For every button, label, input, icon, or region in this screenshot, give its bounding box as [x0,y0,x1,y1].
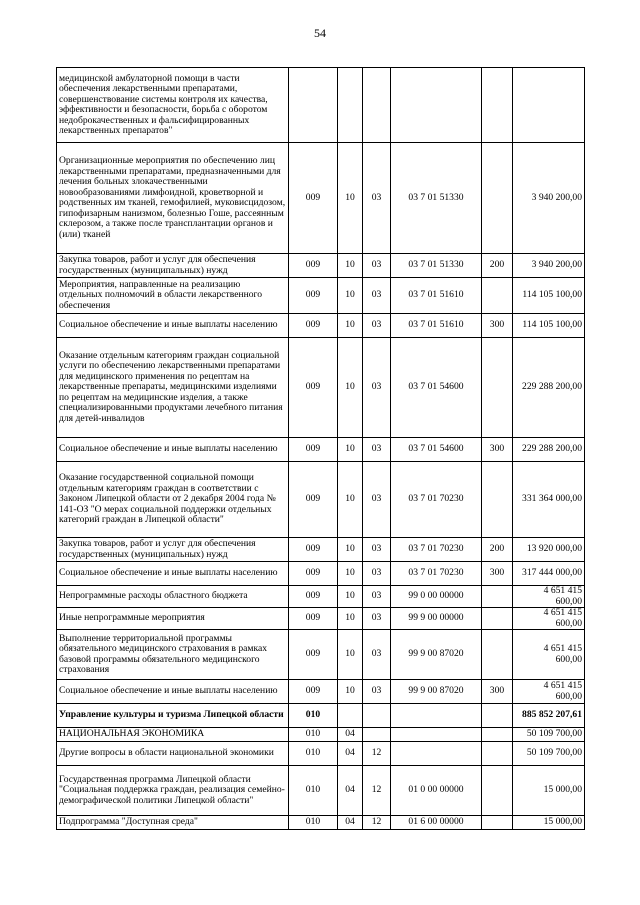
cell-section-code: 04 [338,816,363,830]
cell-expense-type: 300 [482,562,513,586]
cell-section-code: 04 [338,742,363,766]
table-row [57,278,585,314]
cell-name: Выполнение территориальной программы обязательного медицинского страхования в рамках базовой программы обязательного медицинского страхования [57,630,289,680]
cell-expense-type [482,338,513,438]
table-row [57,586,585,608]
cell-target-article: 99 9 00 00000 [391,608,482,630]
cell-expense-type [482,608,513,630]
cell-section-code: 04 [338,766,363,816]
cell-name: Оказание отдельным категориям граждан социальной услуги по обеспечению лекарственными препаратами для медицинского применения по рецептам на лекарственные препараты, медицинскими изделиями по рецептам на медицинские изделия, а также специализированными продуктами лечебного питания для детей-инвалидов [57,338,289,438]
cell-section-code: 10 [338,338,363,438]
cell-subsection-code: 12 [363,766,391,816]
table-row [57,438,585,462]
cell-admin-code: 009 [289,538,338,562]
cell-name: НАЦИОНАЛЬНАЯ ЭКОНОМИКА [57,728,289,742]
cell-admin-code [289,68,338,143]
cell-admin-code: 009 [289,143,338,254]
cell-admin-code: 009 [289,630,338,680]
cell-expense-type: 300 [482,680,513,704]
cell-admin-code: 009 [289,462,338,538]
cell-expense-type [482,816,513,830]
cell-section-code: 10 [338,254,363,278]
cell-name: Непрограммные расходы областного бюджета [57,586,289,608]
cell-subsection-code: 03 [363,462,391,538]
cell-expense-type [482,704,513,728]
cell-target-article: 01 0 00 00000 [391,766,482,816]
cell-subsection-code: 03 [363,586,391,608]
cell-subsection-code: 12 [363,816,391,830]
cell-amount: 885 852 207,61 [513,704,585,728]
table-row [57,538,585,562]
table-row [57,338,585,438]
cell-subsection-code: 03 [363,143,391,254]
cell-expense-type [482,278,513,314]
table-row [57,742,585,766]
cell-target-article: 03 7 01 54600 [391,438,482,462]
cell-admin-code: 010 [289,728,338,742]
cell-amount: 229 288 200,00 [513,438,585,462]
cell-amount: 4 651 415 600,00 [513,586,585,608]
cell-section-code: 10 [338,314,363,338]
cell-expense-type: 300 [482,438,513,462]
cell-amount [513,68,585,143]
cell-name: медицинской амбулаторной помощи в части обеспечения лекарственными препаратами, совершенствование системы контроля их качества, эффективности и безопасности, борьба с оборотом недоброкачественных и фальсифицированных лекарственных препаратов" [57,68,289,143]
table-row [57,254,585,278]
cell-subsection-code: 03 [363,278,391,314]
table-row [57,704,585,728]
table-row [57,608,585,630]
cell-expense-type [482,630,513,680]
cell-section-code: 10 [338,143,363,254]
cell-amount: 50 109 700,00 [513,742,585,766]
cell-subsection-code: 12 [363,742,391,766]
cell-target-article: 03 7 01 51330 [391,254,482,278]
cell-target-article: 03 7 01 70230 [391,538,482,562]
cell-admin-code: 009 [289,278,338,314]
cell-subsection-code [363,68,391,143]
cell-section-code: 10 [338,608,363,630]
cell-subsection-code: 03 [363,314,391,338]
budget-table [56,67,585,830]
cell-section-code: 10 [338,538,363,562]
cell-name: Государственная программа Липецкой области "Социальная поддержка граждан, реализация семейно-демографической политики Липецкой области" [57,766,289,816]
cell-name: Закупка товаров, работ и услуг для обеспечения государственных (муниципальных) нужд [57,254,289,278]
cell-target-article: 03 7 01 54600 [391,338,482,438]
cell-expense-type [482,143,513,254]
cell-subsection-code: 03 [363,630,391,680]
table-row [57,314,585,338]
cell-target-article: 03 7 01 51610 [391,314,482,338]
cell-section-code: 04 [338,728,363,742]
cell-subsection-code: 03 [363,438,391,462]
cell-admin-code: 009 [289,314,338,338]
cell-amount: 331 364 000,00 [513,462,585,538]
cell-admin-code: 009 [289,586,338,608]
cell-target-article [391,68,482,143]
cell-expense-type: 200 [482,254,513,278]
cell-amount: 15 000,00 [513,766,585,816]
cell-admin-code: 010 [289,704,338,728]
cell-subsection-code: 03 [363,538,391,562]
cell-expense-type [482,586,513,608]
cell-admin-code: 009 [289,562,338,586]
table-row [57,143,585,254]
cell-admin-code: 010 [289,742,338,766]
cell-expense-type: 200 [482,538,513,562]
cell-amount: 3 940 200,00 [513,254,585,278]
cell-section-code: 10 [338,680,363,704]
cell-section-code: 10 [338,562,363,586]
cell-admin-code: 009 [289,254,338,278]
cell-expense-type [482,742,513,766]
cell-name: Социальное обеспечение и иные выплаты населению [57,680,289,704]
cell-target-article: 99 9 00 87020 [391,630,482,680]
cell-amount: 4 651 415 600,00 [513,680,585,704]
cell-section-code [338,68,363,143]
table-row [57,462,585,538]
cell-name: Организационные мероприятия по обеспечению лиц лекарственными препаратами, предназначенными для лечения больных злокачественными новообразованиями лимфоидной, кроветворной и родственных им тканей, гемофилией, муковисцидозом, гипофизарным нанизмом, болезнью Гоше, рассеянным склерозом, а также после трансплантации органов и (или) тканей [57,143,289,254]
table-row [57,680,585,704]
table-row [57,766,585,816]
cell-amount: 114 105 100,00 [513,314,585,338]
cell-subsection-code: 03 [363,608,391,630]
cell-amount: 4 651 415 600,00 [513,608,585,630]
cell-expense-type [482,462,513,538]
cell-target-article [391,742,482,766]
cell-target-article: 03 7 01 70230 [391,462,482,538]
cell-name: Иные непрограммные мероприятия [57,608,289,630]
cell-target-article: 99 0 00 00000 [391,586,482,608]
cell-name: Управление культуры и туризма Липецкой области [57,704,289,728]
table-row [57,816,585,830]
cell-name: Другие вопросы в области национальной экономики [57,742,289,766]
cell-subsection-code: 03 [363,338,391,438]
cell-name: Закупка товаров, работ и услуг для обеспечения государственных (муниципальных) нужд [57,538,289,562]
cell-amount: 13 920 000,00 [513,538,585,562]
cell-amount: 3 940 200,00 [513,143,585,254]
cell-expense-type: 300 [482,314,513,338]
cell-admin-code: 009 [289,338,338,438]
table-row [57,68,585,143]
cell-expense-type [482,766,513,816]
cell-amount: 4 651 415 600,00 [513,630,585,680]
cell-target-article: 03 7 01 51330 [391,143,482,254]
cell-admin-code: 009 [289,608,338,630]
cell-target-article: 99 9 00 87020 [391,680,482,704]
cell-expense-type [482,728,513,742]
page-number: 54 [314,26,326,40]
cell-admin-code: 010 [289,766,338,816]
cell-section-code: 10 [338,462,363,538]
cell-expense-type [482,68,513,143]
table-body [57,68,585,830]
cell-name: Социальное обеспечение и иные выплаты населению [57,438,289,462]
cell-name: Социальное обеспечение и иные выплаты населению [57,562,289,586]
cell-section-code: 10 [338,438,363,462]
cell-target-article [391,728,482,742]
table-row [57,562,585,586]
cell-amount: 15 000,00 [513,816,585,830]
cell-subsection-code: 03 [363,680,391,704]
cell-section-code [338,704,363,728]
cell-admin-code: 010 [289,816,338,830]
cell-section-code: 10 [338,586,363,608]
cell-subsection-code [363,728,391,742]
table-row [57,630,585,680]
cell-amount: 317 444 000,00 [513,562,585,586]
cell-subsection-code [363,704,391,728]
cell-target-article [391,704,482,728]
cell-section-code: 10 [338,630,363,680]
cell-section-code: 10 [338,278,363,314]
cell-name: Оказание государственной социальной помощи отдельным категориям граждан в соответствии с Законом Липецкой области от 2 декабря 2004 года № 141-ОЗ "О мерах социальной поддержки отдельных категорий граждан в Липецкой области" [57,462,289,538]
cell-amount: 114 105 100,00 [513,278,585,314]
cell-admin-code: 009 [289,438,338,462]
cell-name: Социальное обеспечение и иные выплаты населению [57,314,289,338]
cell-amount: 229 288 200,00 [513,338,585,438]
cell-target-article: 03 7 01 51610 [391,278,482,314]
cell-subsection-code: 03 [363,254,391,278]
table-row [57,728,585,742]
cell-subsection-code: 03 [363,562,391,586]
cell-admin-code: 009 [289,680,338,704]
cell-amount: 50 109 700,00 [513,728,585,742]
cell-name: Мероприятия, направленные на реализацию отдельных полномочий в области лекарственного обеспечения [57,278,289,314]
cell-name: Подпрограмма "Доступная среда" [57,816,289,830]
cell-target-article: 03 7 01 70230 [391,562,482,586]
cell-target-article: 01 6 00 00000 [391,816,482,830]
